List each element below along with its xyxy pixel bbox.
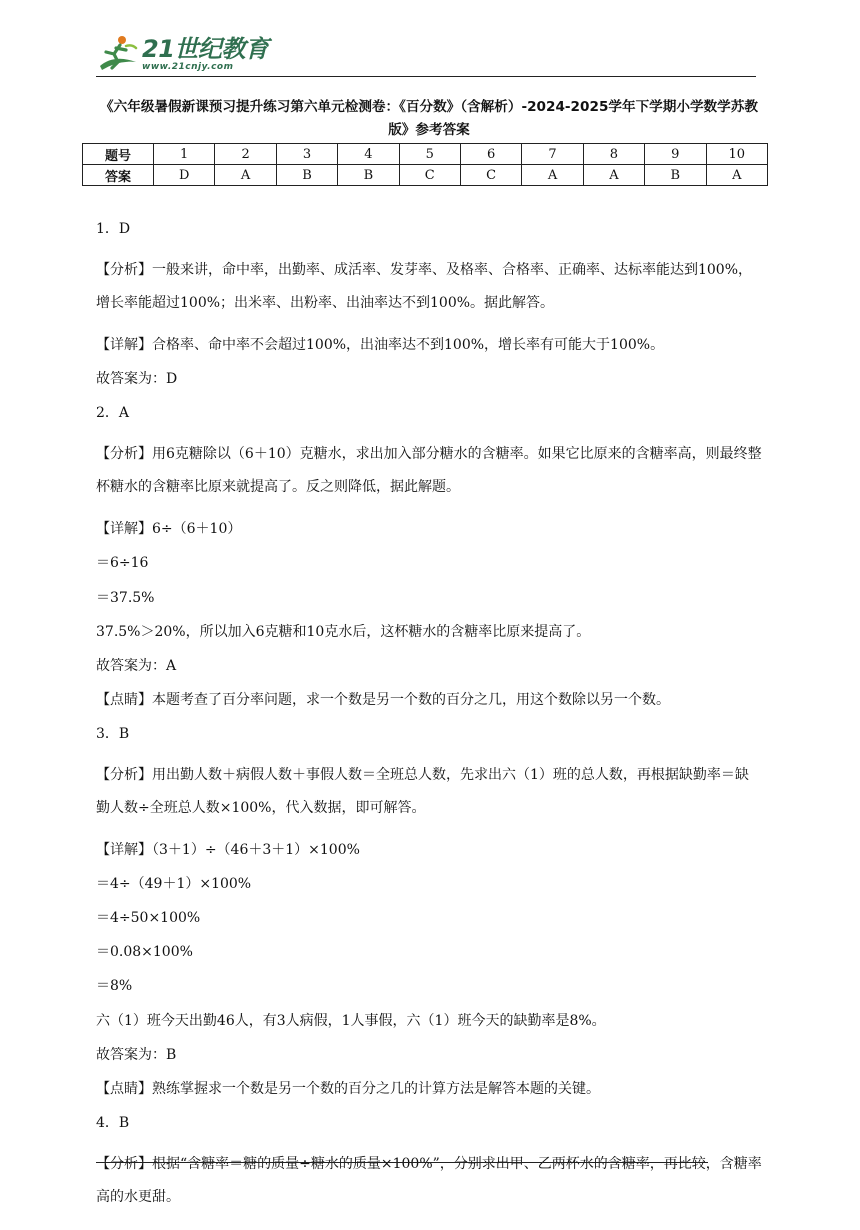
- analysis-paragraph: 【分析】用6克糖除以（6＋10）克糖水，求出加入部分糖水的含糖率。如果它比原来的含糖率高，则最终整杯糖水的含糖率比原来就提高了。反之则降低，据此解题。: [96, 446, 762, 496]
- table-cell: 10: [706, 144, 767, 165]
- logo-main-text: 21世纪教育: [142, 34, 269, 63]
- row-header-answer: 答案: [83, 165, 154, 186]
- table-cell: 3: [276, 144, 337, 165]
- comment-paragraph: 【点睛】本题考查了百分率问题，求一个数是另一个数的百分之几，用这个数除以另一个数。: [96, 691, 670, 708]
- answer-table: [82, 143, 768, 186]
- footer-divider: [96, 1162, 708, 1163]
- calculation-step: ＝0.08×100%: [96, 944, 193, 961]
- row-header-number: 题号: [83, 144, 154, 165]
- logo: [96, 32, 268, 76]
- calculation-step: ＝8%: [96, 978, 133, 995]
- question-heading: 2．A: [96, 405, 130, 422]
- table-cell: 2: [215, 144, 276, 165]
- conclusion-line: 六（1）班今天出勤46人，有3人病假，1人事假，六（1）班今天的缺勤率是8%。: [96, 1012, 606, 1029]
- question-heading: 1．D: [96, 221, 131, 237]
- document-title: 《六年级暑假新课预习提升练习第六单元检测卷：《百分数》（含解析）-2024-2025学年下学期小学数学苏教版》参考答案: [100, 99, 758, 138]
- table-cell: B: [276, 165, 337, 186]
- table-cell: A: [522, 165, 583, 186]
- table-cell: A: [215, 165, 276, 186]
- conclusion-line: 37.5%＞20%，所以加入6克糖和10克水后，这杯糖水的含糖率比原来提高了。: [96, 623, 591, 640]
- table-cell: 4: [338, 144, 399, 165]
- detail-paragraph: 【详解】6÷（6＋10）: [96, 521, 242, 538]
- answer-line: 故答案为：A: [96, 657, 177, 674]
- detail-paragraph: 【详解】合格率、命中率不会超过100%，出油率达不到100%，增长率有可能大于100%。: [96, 337, 665, 354]
- table-cell: 8: [583, 144, 644, 165]
- table-cell: A: [583, 165, 644, 186]
- detail-paragraph: 【详解】（3＋1）÷（46＋3＋1）×100%: [96, 842, 360, 859]
- table-cell: C: [399, 165, 460, 186]
- table-cell: C: [460, 165, 521, 186]
- calculation-step: ＝6÷16: [96, 555, 149, 572]
- question-heading: 4．B: [96, 1114, 130, 1131]
- analysis-paragraph: 【分析】用出勤人数＋病假人数＋事假人数＝全班总人数，先求出六（1）班的总人数，再根据缺勤率＝缺勤人数÷全班总人数×100%，代入数据，即可解答。: [96, 767, 749, 817]
- analysis-paragraph: 【分析】根据“含糖率＝糖的质量÷糖水的质量×100%”，分别求出甲、乙两杯水的含糖率，再比较，含糖率高的水更甜。: [96, 1155, 762, 1205]
- table-cell: 5: [399, 144, 460, 165]
- table-row-numbers: [83, 144, 768, 165]
- answer-line: 故答案为：D: [96, 371, 178, 388]
- comment-paragraph: 【点睛】熟练掌握求一个数是另一个数的百分之几的计算方法是解答本题的关键。: [96, 1080, 600, 1097]
- solution-body: [96, 220, 762, 1230]
- analysis-paragraph: 【分析】一般来讲，命中率，出勤率、成活率、发芽率、及格率、合格率、正确率、达标率能达到100%，增长率能超过100%；出米率、出粉率、出油率达不到100%。据此解答。: [96, 262, 753, 312]
- table-cell: 1: [154, 144, 215, 165]
- table-row-answers: [83, 165, 768, 186]
- calculation-step: ＝4÷（49＋1）×100%: [96, 876, 252, 893]
- table-cell: 7: [522, 144, 583, 165]
- table-cell: D: [154, 165, 215, 186]
- table-cell: A: [706, 165, 767, 186]
- answer-line: 故答案为：B: [96, 1046, 177, 1063]
- table-cell: 9: [645, 144, 706, 165]
- calculation-step: ＝4÷50×100%: [96, 910, 201, 927]
- table-cell: B: [645, 165, 706, 186]
- header-divider: [96, 76, 756, 77]
- question-heading: 3．B: [96, 725, 130, 742]
- logo-url-text: www.21cnjy.com: [142, 61, 234, 72]
- runner-logo-icon: [96, 32, 140, 76]
- table-cell: B: [338, 165, 399, 186]
- page-header: [96, 30, 756, 78]
- table-cell: 6: [460, 144, 521, 165]
- calculation-step: ＝37.5%: [96, 589, 155, 606]
